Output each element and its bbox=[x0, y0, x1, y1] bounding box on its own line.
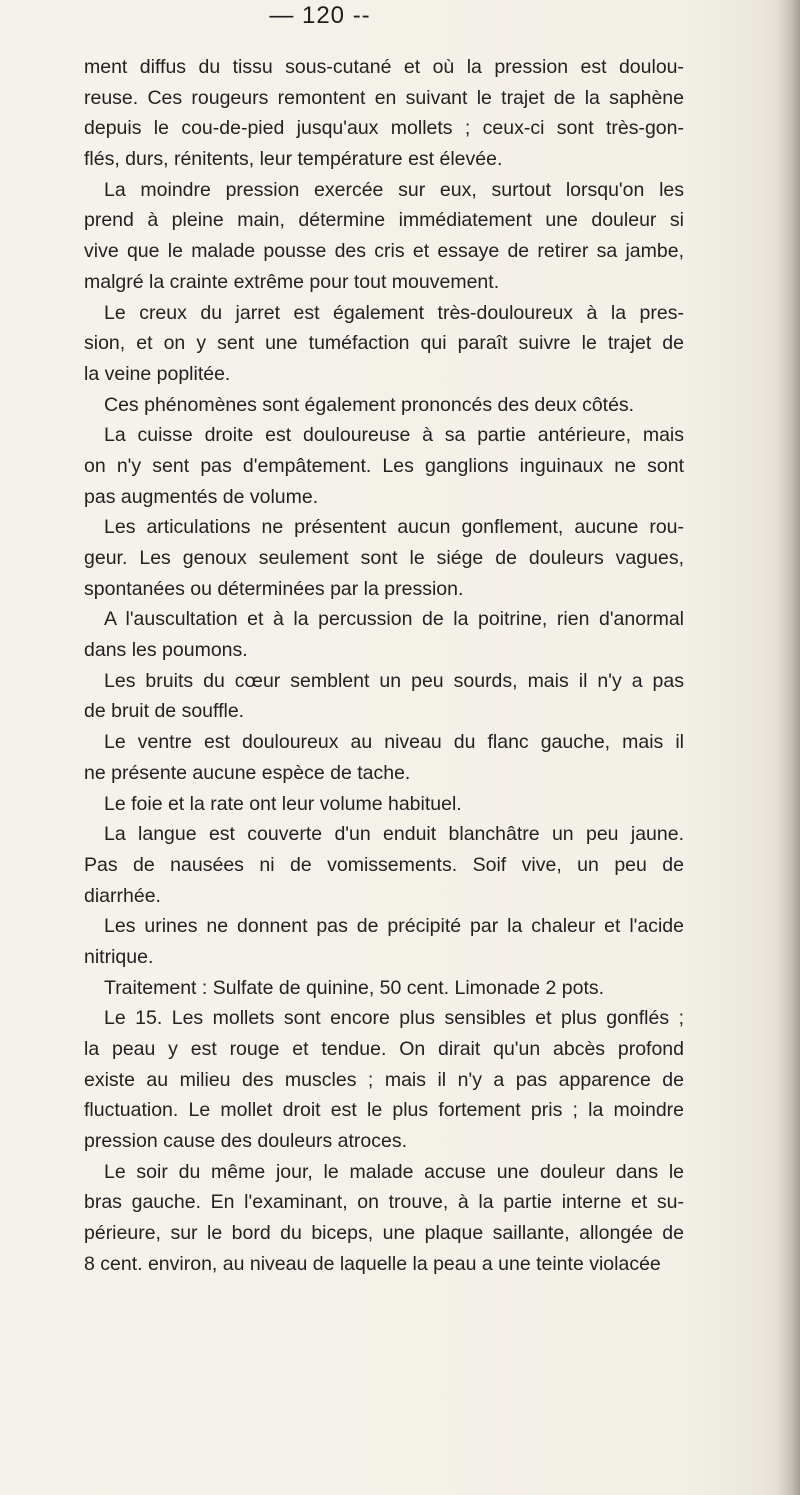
text-line: La moindre pression exercée sur eux, surtout lorsqu'on les bbox=[104, 178, 684, 201]
text-line: fluctuation. Le mollet droit est le plus fortement pris ; la moindre bbox=[84, 1099, 684, 1122]
text-line: La langue est couverte d'un enduit blanchâtre un peu jaune. bbox=[104, 823, 684, 846]
text-line: Le ventre est douloureux au niveau du flanc gauche, mais il bbox=[104, 731, 684, 754]
text-line: ment diffus du tissu sous-cutané et où la pression est doulou- bbox=[84, 56, 684, 78]
text-line: Les bruits du cœur semblent un peu sourds, mais il n'y a pas bbox=[104, 669, 684, 692]
text-line: Traitement : Sulfate de quinine, 50 cent. Limonade 2 pots. bbox=[104, 976, 605, 999]
text-line: Le creux du jarret est également très-douloureux à la pres- bbox=[104, 301, 684, 324]
text-line: on n'y sent pas d'empâtement. Les ganglions inguinaux ne sont bbox=[84, 454, 684, 477]
text-line: vive que le malade pousse des cris et essaye de retirer sa jambe, bbox=[84, 240, 684, 263]
text-line: Les articulations ne présentent aucun gonflement, aucune rou- bbox=[104, 516, 684, 539]
text-line: dans les poumons. bbox=[84, 639, 248, 662]
text-line: existe au milieu des muscles ; mais il n'y a pas apparence de bbox=[84, 1068, 684, 1091]
text-line: nitrique. bbox=[84, 945, 154, 968]
text-line: sion, et on y sent une tuméfaction qui paraît suivre le trajet de bbox=[84, 332, 684, 355]
text-line: Ces phénomènes sont également prononcés des deux côtés. bbox=[104, 393, 635, 416]
page-edge-shadow bbox=[778, 0, 800, 1495]
text-line: la veine poplitée. bbox=[84, 362, 231, 385]
text-line: La cuisse droite est douloureuse à sa partie antérieure, mais bbox=[104, 424, 684, 447]
text-line: prend à pleine main, détermine immédiatement une douleur si bbox=[84, 209, 684, 232]
page-number: — 120 -- bbox=[269, 2, 371, 29]
text-line: Les urines ne donnent pas de précipité par la chaleur et l'acide bbox=[104, 915, 684, 938]
text-line: bras gauche. En l'examinant, on trouve, à la partie interne et su- bbox=[84, 1191, 684, 1214]
text-line: diarrhée. bbox=[84, 884, 161, 907]
text-line: A l'auscultation et à la percussion de la poitrine, rien d'anormal bbox=[104, 608, 684, 631]
text-line: 8 cent. environ, au niveau de laquelle la peau a une teinte violacée bbox=[84, 1252, 661, 1275]
text-line: la peau y est rouge et tendue. On dirait qu'un abcès profond bbox=[84, 1038, 684, 1060]
text-line: ne présente aucune espèce de tache. bbox=[84, 761, 411, 784]
text-line: Le foie et la rate ont leur volume habituel. bbox=[104, 792, 462, 815]
text-line: geur. Les genoux seulement sont le siége de douleurs vagues, bbox=[84, 547, 684, 569]
text-line: Le soir du même jour, le malade accuse une douleur dans le bbox=[104, 1160, 684, 1183]
text-line: reuse. Ces rougeurs remontent en suivant le trajet de la saphène bbox=[84, 86, 684, 109]
text-line: pression cause des douleurs atroces. bbox=[84, 1130, 408, 1153]
text-line: Le 15. Les mollets sont encore plus sensibles et plus gonflés ; bbox=[104, 1007, 684, 1030]
text-line: pas augmentés de volume. bbox=[84, 485, 319, 508]
text-line: Pas de nausées ni de vomissements. Soif vive, un peu de bbox=[84, 853, 684, 876]
text-line: de bruit de souffle. bbox=[84, 700, 245, 723]
page-body-text bbox=[84, 52, 684, 1280]
text-line: spontanées ou déterminées par la pression. bbox=[84, 577, 464, 600]
text-line: malgré la crainte extrême pour tout mouvement. bbox=[84, 270, 500, 293]
text-line: depuis le cou-de-pied jusqu'aux mollets ; ceux-ci sont très-gon- bbox=[84, 117, 684, 140]
text-line: flés, durs, rénitents, leur température est élevée. bbox=[84, 148, 503, 171]
text-line: périeure, sur le bord du biceps, une plaque saillante, allongée de bbox=[84, 1222, 684, 1245]
